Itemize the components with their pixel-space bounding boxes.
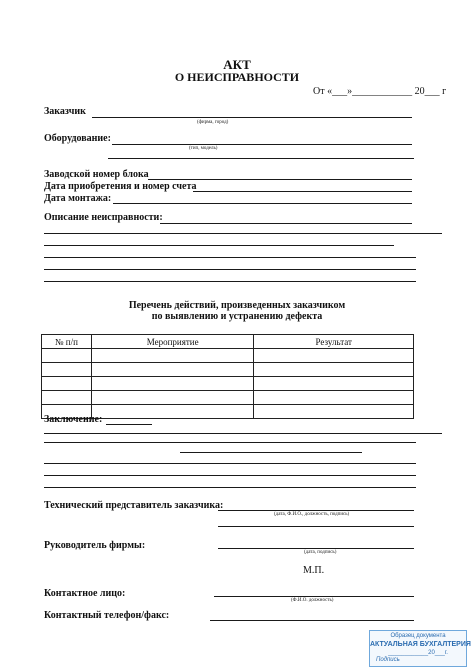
table-cell[interactable]	[91, 391, 254, 405]
column-header-measure: Мероприятие	[91, 335, 254, 349]
purchase-label: Дата приобретения и номер счета	[44, 181, 197, 192]
customer-hint: (фирма, город)	[197, 120, 229, 125]
sample-document-stamp	[369, 630, 471, 667]
column-header-result: Результат	[254, 335, 414, 349]
serial-label: Заводской номер блока	[44, 169, 149, 180]
conclusion-line-3[interactable]	[44, 442, 416, 443]
table-cell[interactable]	[42, 363, 92, 377]
director-label: Руководитель фирмы:	[44, 540, 146, 551]
description-line-4[interactable]	[44, 257, 416, 258]
table-cell[interactable]	[42, 349, 92, 363]
document-title: АКТ	[223, 57, 251, 72]
install-field-line[interactable]	[113, 203, 412, 204]
phone-label: Контактный телефон/факс:	[44, 610, 170, 621]
table-header-row	[42, 335, 414, 349]
purchase-field-line[interactable]	[193, 191, 412, 192]
table-cell[interactable]	[254, 349, 414, 363]
conclusion-line-2[interactable]	[44, 433, 442, 434]
description-line-6[interactable]	[44, 281, 416, 282]
stamp-line-3: ____________20___г.	[388, 650, 448, 656]
equipment-hint: (тип, модель)	[189, 146, 218, 151]
table-cell[interactable]	[254, 377, 414, 391]
phone-field-line[interactable]	[210, 620, 414, 621]
table-cell[interactable]	[254, 391, 414, 405]
table-row	[42, 391, 414, 405]
table-row	[42, 363, 414, 377]
table-cell[interactable]	[42, 391, 92, 405]
conclusion-line-1[interactable]	[106, 424, 152, 425]
stamp-line-4: Подпись	[376, 657, 400, 663]
tech-rep-hint: (дата, Ф.И.О., должность, подпись)	[274, 512, 350, 517]
conclusion-line-4[interactable]	[180, 452, 362, 453]
contact-field-line[interactable]	[214, 596, 414, 597]
conclusion-line-7[interactable]	[44, 487, 416, 488]
table-row	[42, 377, 414, 391]
actions-table	[41, 334, 414, 419]
serial-field-line[interactable]	[148, 179, 412, 180]
customer-field-line[interactable]	[92, 117, 412, 118]
table-cell[interactable]	[254, 363, 414, 377]
table-cell[interactable]	[91, 377, 254, 391]
actions-heading-line2: по выявлению и устранению дефекта	[151, 311, 323, 322]
equipment-field-line[interactable]	[112, 144, 412, 145]
date-line: От «___»____________ 20___ г	[313, 86, 447, 97]
equipment-field-line-2[interactable]	[108, 158, 414, 159]
director-hint: (дата, подпись)	[304, 550, 337, 555]
stamp-line-2: АКТУАЛЬНАЯ БУХГАЛТЕРИЯ	[370, 641, 471, 648]
seal-mark: М.П.	[303, 565, 325, 576]
director-field-line[interactable]	[218, 548, 414, 549]
description-line-5[interactable]	[44, 269, 416, 270]
conclusion-line-5[interactable]	[44, 463, 416, 464]
table-cell[interactable]	[91, 363, 254, 377]
table-cell[interactable]	[254, 405, 414, 419]
customer-label: Заказчик	[44, 106, 86, 117]
description-label: Описание неисправности:	[44, 212, 163, 223]
install-label: Дата монтажа:	[44, 193, 112, 204]
tech-rep-field-line[interactable]	[218, 510, 414, 511]
contact-hint: (Ф.И.О. должность)	[291, 598, 334, 603]
table-row	[42, 349, 414, 363]
column-header-number: № п/п	[42, 335, 92, 349]
conclusion-line-6[interactable]	[44, 475, 416, 476]
description-line-1[interactable]	[160, 223, 412, 224]
stamp-line-1: Образец документа	[390, 633, 446, 639]
tech-rep-label: Технический представитель заказчика:	[44, 500, 224, 511]
table-cell[interactable]	[91, 349, 254, 363]
actions-heading-line1: Перечень действий, произведенных заказчиком	[128, 300, 346, 311]
table-cell[interactable]	[42, 377, 92, 391]
equipment-label: Оборудование:	[44, 133, 111, 144]
document-subtitle: О НЕИСПРАВНОСТИ	[174, 70, 300, 84]
table-cell[interactable]	[91, 405, 254, 419]
conclusion-label: Заключение:	[44, 414, 103, 425]
description-line-2[interactable]	[44, 233, 442, 234]
description-line-3[interactable]	[44, 245, 394, 246]
tech-rep-field-line-2[interactable]	[218, 526, 414, 527]
contact-label: Контактное лицо:	[44, 588, 126, 599]
